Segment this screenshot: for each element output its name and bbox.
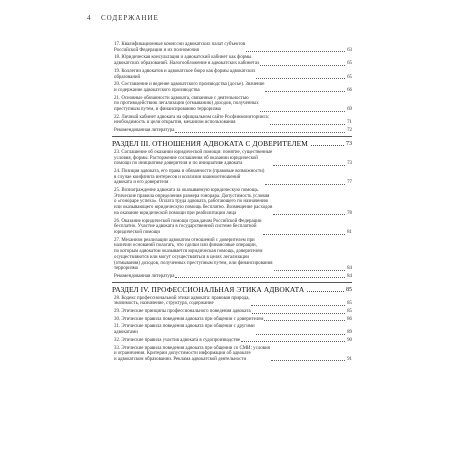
section-title: ОТНОШЕНИЯ АДВОКАТА С ДОВЕРИТЕЛЕМ	[152, 138, 308, 148]
section-divider	[112, 136, 352, 137]
toc-entry-title: 32. Этические правила участия адвоката в судопроизводстве	[114, 337, 241, 343]
toc-entry-page: 77	[347, 180, 352, 186]
dot-leader	[256, 78, 345, 79]
toc-entry[interactable]	[114, 150, 352, 167]
toc-entry-page: 65	[347, 61, 352, 67]
toc-entry[interactable]	[114, 128, 352, 134]
toc-entry[interactable]	[114, 42, 352, 53]
page-header	[87, 14, 159, 22]
toc-entry-title: 26. Оказание юридической помощи гражданам Российской Федерации бесплатно. Участие адвоката в государственной системе бесплатной юридической помощи	[114, 218, 262, 235]
section-title: ПРОФЕССИОНАЛЬНАЯ ЭТИКА АДВОКАТА	[151, 284, 305, 294]
toc-entry-page: 69	[347, 107, 352, 113]
toc-entry[interactable]	[114, 309, 352, 315]
toc-entry[interactable]	[114, 274, 352, 280]
toc-entry-page: 63	[347, 47, 352, 53]
toc-entry-title: 22. Личный кабинет адвоката на официальном сайте Росфинмониторинга: необходимость и цели открытия, механизм использования	[114, 114, 270, 126]
toc-entry-page: 84	[347, 273, 352, 279]
toc-entry-title: 17. Квалификационные комиссии адвокатских палат субъектов Российской Федерации и их полномочия	[114, 42, 246, 53]
toc-entry-page: 81	[347, 229, 352, 235]
toc-entry[interactable]	[114, 346, 352, 363]
toc-group-section-3	[114, 150, 352, 280]
toc-entry-page: 66	[347, 87, 352, 93]
dot-leader	[264, 320, 345, 321]
section-page-number: 85	[346, 286, 352, 293]
table-of-contents	[114, 42, 352, 363]
toc-entry[interactable]	[114, 55, 352, 66]
toc-entry-title: 24. Позиция адвоката, его права и обязанности (правовые возможности) в случае конфликта интересов и коллизии взаимоотношений адвоката и его доверителя	[114, 168, 265, 186]
dot-leader	[273, 214, 345, 215]
dot-leader	[175, 277, 345, 278]
section-page-number: 73	[346, 140, 352, 147]
toc-entry[interactable]	[114, 338, 352, 344]
dot-leader	[175, 132, 345, 133]
section-heading-4[interactable]	[112, 286, 352, 294]
toc-entry-title: 33. Этические правила поведения адвоката при общении со СМИ: условия и ограничения. Критерии допустимости информации об адвокате и адвокатском образовании. Реклама адвокатской деятельности	[114, 345, 270, 362]
toc-entry[interactable]	[114, 96, 352, 113]
toc-entry-title: 27. Механизм реализации адвокатом отношений с доверителем при наличии оснований полагать, что сделки или финансовые операции, по которым адвокатом оказывается юридическая помощь, доверителем осуществляются или могут осуществляться в целях легализации (отмывания) доходов, полученных преступным путем, или финансирования терроризма	[114, 237, 273, 272]
toc-entry-title: 29. Этические принципы профессионального поведения адвоката	[114, 309, 251, 315]
dot-leader	[274, 270, 345, 271]
toc-entry-title: 23. Соглашение об оказании юридической помощи: понятие, существенные условия, формы. Расторжение соглашения об оказании юридической помощи по инициативе доверителя и по инициативе адвоката	[114, 149, 273, 167]
toc-entry-page: 90	[347, 337, 352, 343]
dot-leader	[252, 313, 345, 314]
toc-entry[interactable]	[114, 238, 352, 272]
section-label: РАЗДЕЛ IV.	[112, 284, 150, 294]
toc-entry-title: 19. Коллегии адвокатов и адвокатское бюро как формы адвокатских образований	[114, 68, 256, 80]
dot-leader	[273, 165, 345, 166]
toc-entry[interactable]	[114, 82, 352, 93]
toc-entry[interactable]	[114, 169, 352, 186]
toc-entry-title: 18. Юридическая консультация и адвокатский кабинет как формы адвокатских образований. Налогообложение в адвокатских кабинетах	[114, 55, 260, 67]
toc-entry-title: 28. Кодекс профессиональной этики адвоката: правовая природа, значимость, назначение, структура, содержание	[114, 295, 250, 307]
toc-entry-page: 78	[347, 210, 352, 216]
toc-entry-page: 72	[347, 128, 352, 134]
toc-entry-title: 25. Вознаграждение адвоката за оказываемую юридическую помощь. Этические правила определения размера гонорара. Допустимость условия о «гонораре успеха». Оплата труда адвоката, работающего по назначению или оказывающего юридическую помощь бесплатно. Возмещение расходов на оказание юридической помощи при реабилитации лица	[114, 188, 273, 216]
toc-entry[interactable]	[114, 296, 352, 307]
toc-entry-title: 31. Этические правила поведения адвоката при общении с другими адвокатами	[114, 324, 255, 336]
toc-entry-title: 21. Основные обязанности адвоката, связанные с деятельностью по противодействию легализации (отмыванию) доходов, полученных преступным путем, и финансированию терроризма	[114, 95, 259, 113]
page-number: 4	[87, 14, 92, 22]
toc-entry[interactable]	[114, 324, 352, 335]
toc-entry-page: 73	[347, 161, 352, 167]
toc-entry-page: 86	[347, 316, 352, 322]
dot-leader	[246, 51, 345, 52]
dot-leader	[311, 145, 344, 146]
toc-entry-page: 89	[347, 330, 352, 336]
toc-entry-title: 30. Этические правила поведения адвоката при общении с доверителем	[114, 316, 264, 322]
toc-entry-page: 65	[347, 74, 352, 80]
page-title: СОДЕРЖАНИЕ	[101, 14, 159, 22]
toc-entry-title: 20. Составление и ведение адвокатского производства (досье). Значение и содержание адвокатского производства	[114, 82, 265, 93]
dot-leader	[260, 65, 345, 66]
toc-entry-title: Рекомендованная литература	[114, 128, 175, 134]
toc-entry[interactable]	[114, 115, 352, 126]
toc-entry-page: 85	[347, 309, 352, 315]
section-divider	[112, 282, 352, 283]
toc-entry-page: 84	[347, 266, 352, 272]
toc-entry[interactable]	[114, 317, 352, 323]
dot-leader	[271, 360, 345, 361]
dot-leader	[260, 111, 345, 112]
toc-entry[interactable]	[114, 69, 352, 80]
dot-leader	[256, 334, 345, 335]
section-heading-3[interactable]	[112, 140, 352, 148]
toc-entry[interactable]	[114, 219, 352, 236]
dot-leader	[265, 184, 345, 185]
dot-leader	[241, 341, 345, 342]
dot-leader	[270, 124, 345, 125]
toc-group-section-4	[114, 296, 352, 363]
toc-entry[interactable]	[114, 188, 352, 217]
dot-leader	[265, 91, 345, 92]
toc-entry-page: 85	[347, 301, 352, 307]
dot-leader	[251, 305, 345, 306]
toc-entry-page: 91	[347, 356, 352, 362]
toc-group-top	[114, 42, 352, 134]
dot-leader	[263, 234, 345, 235]
toc-entry-page: 71	[347, 120, 352, 126]
section-label: РАЗДЕЛ III.	[112, 138, 151, 148]
toc-entry-title: Рекомендованная литература	[114, 273, 175, 279]
dot-leader	[307, 291, 344, 292]
